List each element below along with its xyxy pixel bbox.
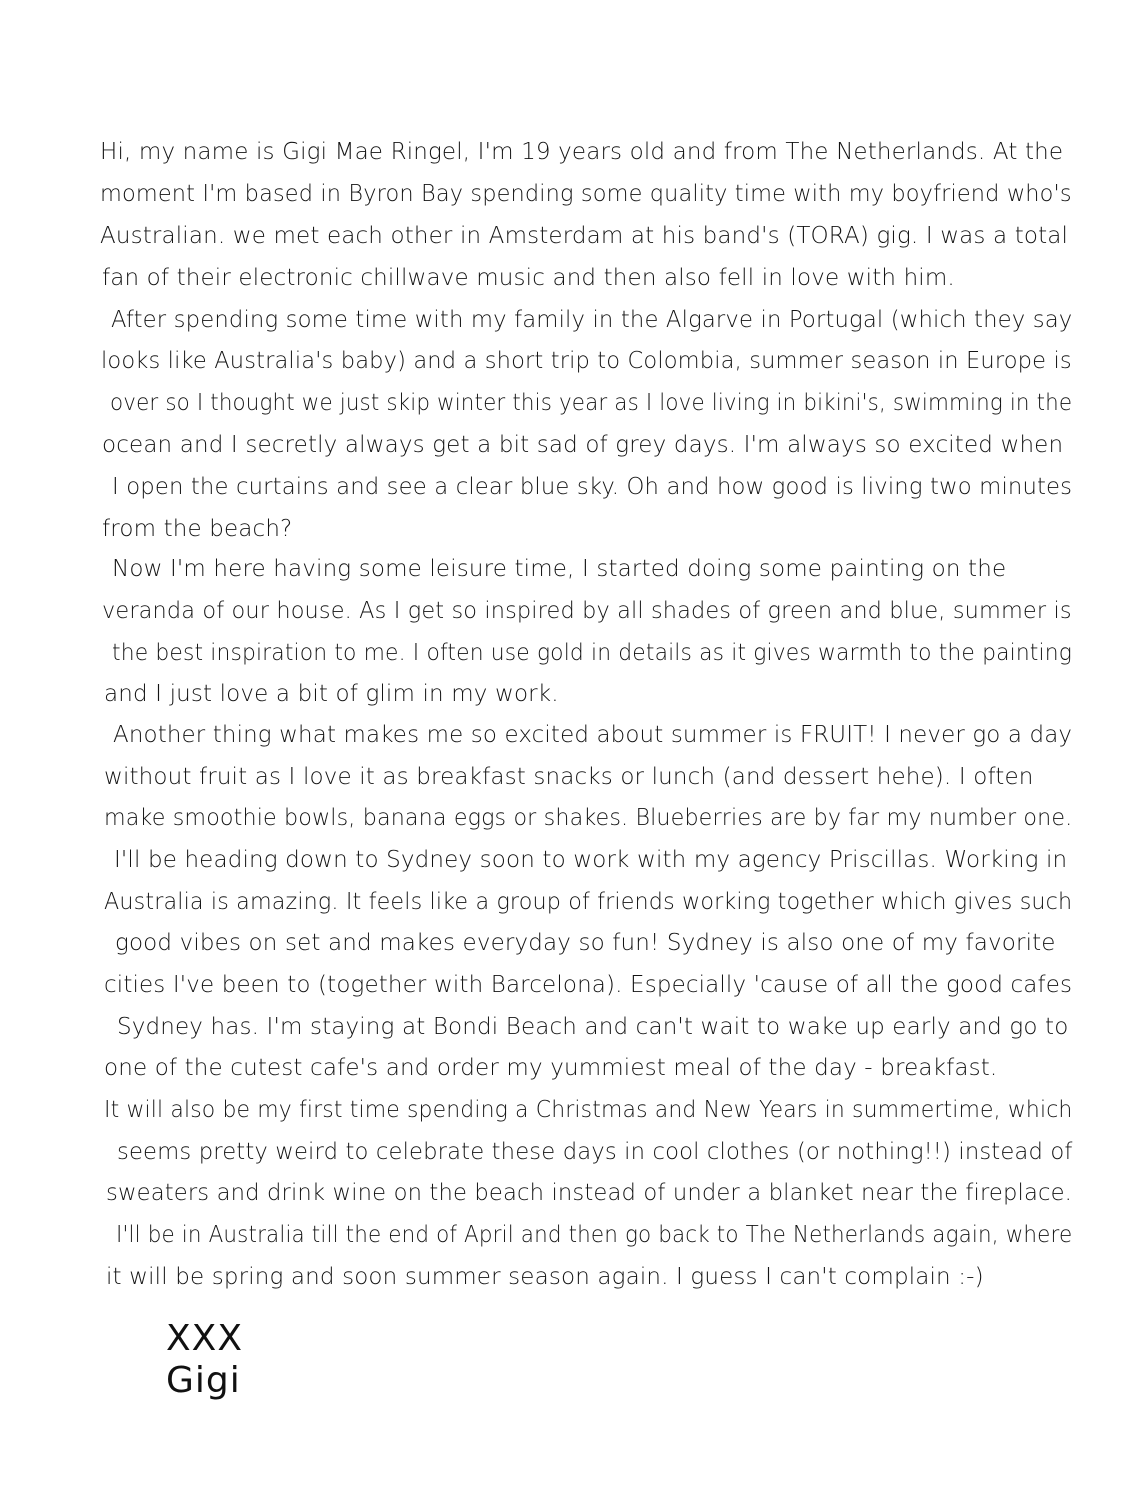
letter-line: sweaters and drink wine on the beach instead of under a blanket near the fireplace. [106, 1180, 1073, 1206]
letter-line: Sydney has. I'm staying at Bondi Beach and can't wait to wake up early and go to [117, 1014, 1069, 1040]
letter-line: I'll be heading down to Sydney soon to work with my agency Priscillas. Working in [114, 847, 1068, 873]
kisses-text: XXX [166, 1318, 243, 1359]
letter-line: Australia is amazing. It feels like a group of friends working together which gives such [104, 889, 1073, 915]
letter-line: Hi, my name is Gigi Mae Ringel, I'm 19 years old and from The Netherlands. At the [100, 139, 1064, 165]
letter-line: moment I'm based in Byron Bay spending some quality time with my boyfriend who's [100, 181, 1072, 207]
letter-line: make smoothie bowls, banana eggs or shakes. Blueberries are by far my number one. [104, 805, 1073, 831]
letter-line: I open the curtains and see a clear blue sky. Oh and how good is living two minutes [112, 474, 1073, 500]
letter-line: without fruit as I love it as breakfast snacks or lunch (and dessert hehe). I often [104, 764, 1034, 790]
letter-line: the best inspiration to me. I often use gold in details as it gives warmth to the painting [112, 640, 1072, 666]
letter-line: ocean and I secretly always get a bit sad of grey days. I'm always so excited when [102, 432, 1064, 458]
letter-line: It will also be my first time spending a Christmas and New Years in summertime, which [104, 1097, 1073, 1123]
letter-line: and I just love a bit of glim in my work. [104, 681, 559, 707]
letter-line: good vibes on set and makes everyday so fun! Sydney is also one of my favorite [115, 930, 1056, 956]
letter-line: I'll be in Australia till the end of April and then go back to The Netherlands again, where [116, 1222, 1073, 1248]
letter-line: veranda of our house. As I get so inspired by all shades of green and blue, summer is [102, 598, 1072, 624]
letter-line: it will be spring and soon summer season again. I guess I can't complain :-) [106, 1264, 984, 1290]
signature-name: Gigi [166, 1360, 241, 1401]
letter-line: After spending some time with my family in the Algarve in Portugal (which they say [111, 307, 1073, 333]
letter-line: over so I thought we just skip winter this year as I love living in bikini's, swimming in the [110, 390, 1073, 416]
letter-line: fan of their electronic chillwave music and then also fell in love with him. [102, 265, 955, 291]
letter-line: Australian. we met each other in Amsterdam at his band's (TORA) gig. I was a total [100, 223, 1069, 249]
letter-line: cities I've been to (together with Barcelona). Especially 'cause of all the good cafes [104, 972, 1073, 998]
letter-line: Another thing what makes me so excited about summer is FRUIT! I never go a day [113, 722, 1073, 748]
letter-signoff [166, 1318, 243, 1402]
letter-line: one of the cutest cafe's and order my yummiest meal of the day - breakfast. [104, 1055, 998, 1081]
letter-line: seems pretty weird to celebrate these days in cool clothes (or nothing!!) instead of [117, 1139, 1073, 1165]
letter-line: Now I'm here having some leisure time, I started doing some painting on the [112, 556, 1007, 582]
letter-line: looks like Australia's baby) and a short trip to Colombia, summer season in Europe is [101, 348, 1072, 374]
letter-line: from the beach? [102, 516, 293, 542]
